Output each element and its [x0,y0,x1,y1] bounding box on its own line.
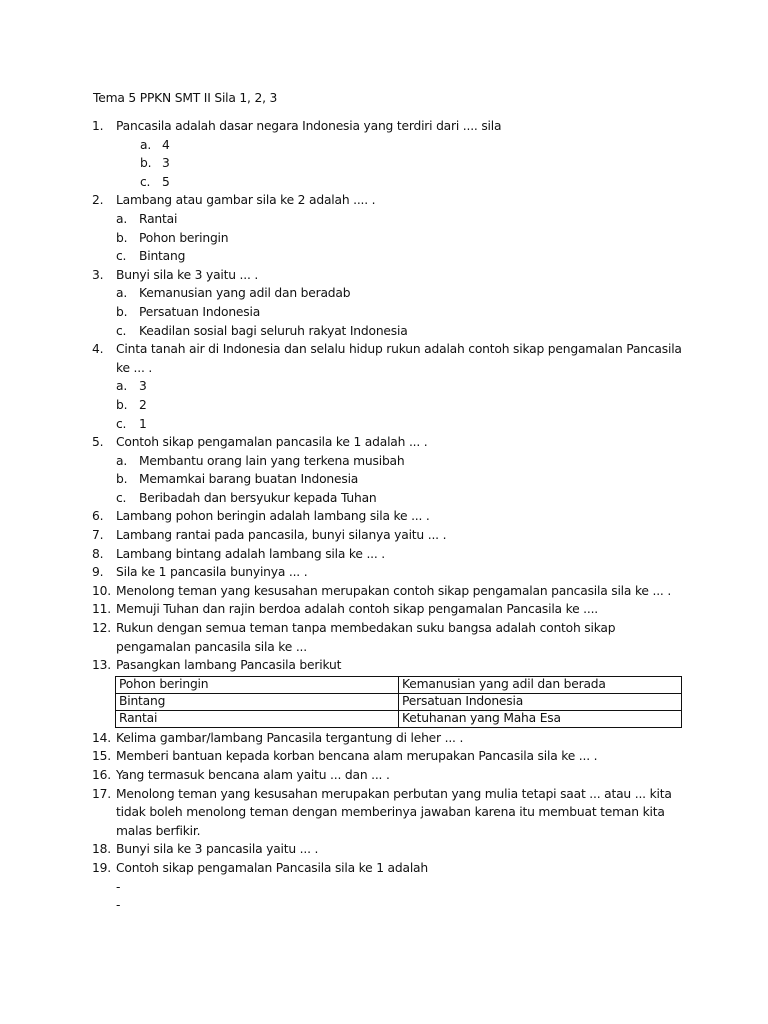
option-b [92,396,692,415]
option-letter: c. [140,174,151,189]
option-text: 3 [139,379,147,394]
option-c [92,489,692,508]
question-number: 2. [92,193,104,208]
table-cell-symbol: Bintang [116,693,399,710]
table-row [116,676,682,693]
document-title: Tema 5 PPKN SMT II Sila 1, 2, 3 [93,91,278,105]
options-q1 [92,136,692,192]
question-11 [92,600,692,619]
option-letter: b. [116,304,128,319]
question-text: Kelima gambar/lambang Pancasila tergantung di leher ... . [116,730,464,745]
option-text: Keadilan sosial bagi seluruh rakyat Indonesia [139,323,408,338]
question-15 [92,747,692,766]
option-text: Membantu orang lain yang terkena musibah [139,453,405,468]
question-text: Sila ke 1 pancasila bunyinya ... . [116,565,308,580]
question-9 [92,563,692,582]
question-text: Pancasila adalah dasar negara Indonesia yang terdiri dari .... sila [116,119,502,133]
question-3 [92,266,692,285]
question-12 [92,619,692,656]
question-6 [92,507,692,526]
options-q2 [92,210,692,266]
question-number: 15. [92,749,111,764]
options-q5 [92,452,692,508]
table-row [116,693,682,710]
question-number: 4. [92,342,104,357]
option-letter: c. [116,323,127,338]
option-letter: b. [140,156,152,171]
question-17 [92,785,692,841]
question-text: Menolong teman yang kesusahan merupakan perbutan yang mulia tetapi saat ... atau ... kita tidak boleh menolong teman dengan memberinya jawaban karena itu membuat teman kita malas berfikir. [116,786,672,838]
answer-dash: - [116,898,121,913]
option-text: Persatuan Indonesia [139,304,261,319]
option-text: 2 [139,397,147,412]
option-text: Kemanusian yang adil dan beradab [139,286,351,301]
option-text: 5 [162,174,170,189]
question-19 [92,859,692,878]
option-text: Bintang [139,249,186,264]
table-cell-symbol: Rantai [116,710,399,727]
question-10 [92,582,692,601]
question-18 [92,840,692,859]
option-a [92,377,692,396]
question-number: 12. [92,621,111,636]
option-b [92,470,692,489]
table-row [116,710,682,727]
question-number: 1. [92,119,104,133]
option-c [92,173,692,192]
question-number: 13. [92,658,111,673]
option-c [92,415,692,434]
options-q3 [92,284,692,340]
question-text: Contoh sikap pengamalan pancasila ke 1 adalah ... . [116,435,428,450]
option-letter: b. [116,397,128,412]
question-number: 16. [92,768,111,782]
question-number: 7. [92,528,104,543]
option-letter: a. [116,211,128,226]
option-letter: a. [116,453,128,468]
option-c [92,247,692,266]
option-letter: c. [116,416,127,431]
option-letter: b. [116,472,128,487]
question-text: Yang termasuk bencana alam yaitu ... dan ... . [116,768,390,782]
question-2 [92,191,692,210]
question-number: 6. [92,509,104,524]
option-b [92,154,692,173]
question-text: Memuji Tuhan dan rajin berdoa adalah contoh sikap pengamalan Pancasila ke .... [116,602,598,617]
question-number: 11. [92,602,111,617]
question-number: 14. [92,730,111,745]
question-number: 10. [92,583,111,598]
question-7 [92,526,692,545]
table-cell-sila: Kemanusian yang adil dan berada [399,676,682,693]
table-cell-sila: Ketuhanan yang Maha Esa [399,710,682,727]
question-text: Bunyi sila ke 3 pancasila yaitu ... . [116,842,319,857]
options-q4 [92,377,692,433]
question-13 [92,656,692,675]
option-text: 4 [162,137,170,152]
answer-dash: - [116,879,121,894]
question-number: 19. [92,860,111,875]
option-text: Rantai [139,211,178,226]
option-letter: a. [116,379,128,394]
option-a [92,210,692,229]
option-letter: a. [140,137,152,152]
question-text: Pasangkan lambang Pancasila berikut [116,658,342,673]
option-letter: a. [116,286,128,301]
question-text: Rukun dengan semua teman tanpa membedakan suku bangsa adalah contoh sikap pengamalan pancasila sila ke ... [116,621,616,654]
question-5 [92,433,692,452]
question-text: Lambang rantai pada pancasila, bunyi silanya yaitu ... . [116,528,447,543]
question-text: Lambang atau gambar sila ke 2 adalah .... . [116,193,376,208]
question-text: Memberi bantuan kepada korban bencana alam merupakan Pancasila sila ke ... . [116,749,598,764]
question-text: Menolong teman yang kesusahan merupakan contoh sikap pengamalan pancasila sila ke ... . [116,583,672,598]
question-text: Bunyi sila ke 3 yaitu ... . [116,267,259,282]
option-text: Pohon beringin [139,230,229,245]
option-letter: c. [116,249,127,264]
question-text: Cinta tanah air di Indonesia dan selalu hidup rukun adalah contoh sikap pengamalan Pancasila ke ... . [116,342,682,375]
option-text: Memamkai barang buatan Indonesia [139,472,359,487]
question-number: 18. [92,842,111,857]
option-letter: b. [116,230,128,245]
question-text: Contoh sikap pengamalan Pancasila sila ke 1 adalah [116,860,428,875]
option-a [92,136,692,155]
question-number: 17. [92,786,111,801]
option-a [92,452,692,471]
question-text: Lambang bintang adalah lambang sila ke ... . [116,546,385,561]
option-b [92,303,692,322]
question-number: 8. [92,546,104,561]
option-c [92,322,692,341]
option-a [92,284,692,303]
question-list [92,117,692,915]
question-14 [92,729,692,748]
option-b [92,229,692,248]
option-text: 1 [139,416,147,431]
question-text: Lambang pohon beringin adalah lambang sila ke ... . [116,509,430,524]
table-cell-symbol: Pohon beringin [116,676,399,693]
question-16 [92,766,692,785]
question-number: 9. [92,565,104,580]
table-cell-sila: Persatuan Indonesia [399,693,682,710]
question-number: 3. [92,267,104,282]
matching-table [115,676,682,728]
option-letter: c. [116,490,127,505]
question-8 [92,545,692,564]
option-text: Beribadah dan bersyukur kepada Tuhan [139,490,377,505]
question-number: 5. [92,435,104,450]
question-4 [92,340,692,377]
question-1 [92,117,692,136]
option-text: 3 [162,156,170,171]
